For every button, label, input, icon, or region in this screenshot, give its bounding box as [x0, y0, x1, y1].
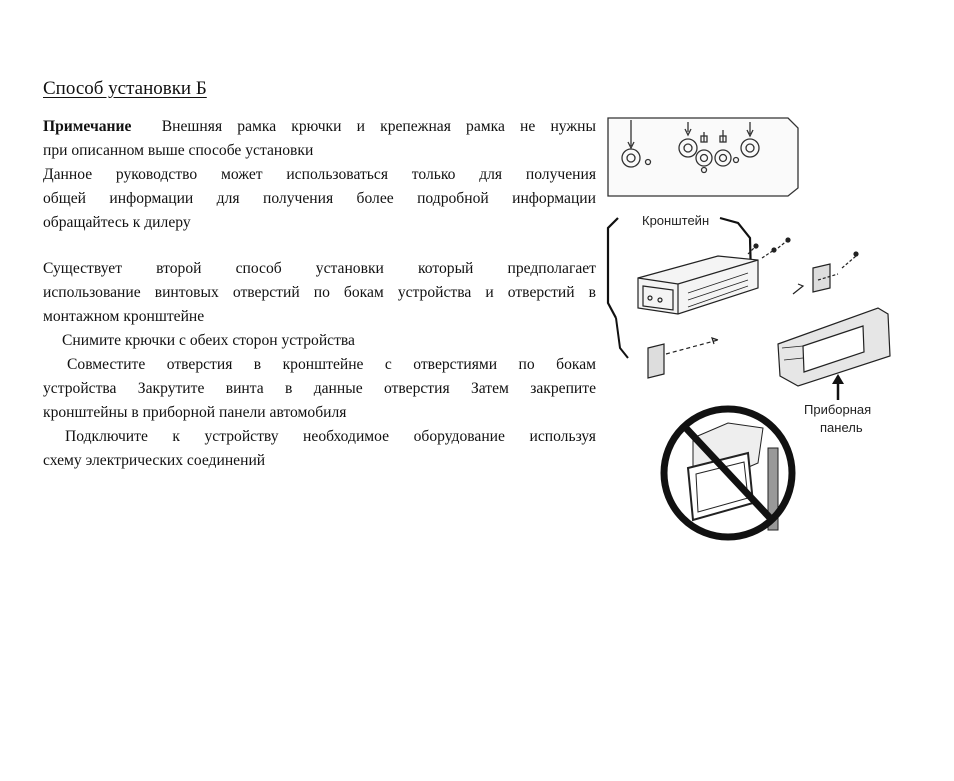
step-2-line-3: кронштейны в приборной панели автомобиля — [43, 404, 347, 421]
dashboard-panel-drawing — [778, 308, 890, 386]
note-line-2: при описанном выше способе установки — [43, 142, 314, 159]
step-1: Снимите крючки с обеих сторон устройства — [62, 332, 355, 349]
manual-line-1: Данное руководство может использоваться только для получения — [43, 166, 596, 183]
manual-line-2: общей информации для получения более подробной информации — [43, 190, 596, 207]
panel-label-line-1: Приборная — [804, 402, 872, 417]
prohibited-icon — [664, 409, 792, 537]
panel-label-line-2: панель — [820, 420, 863, 435]
step-3-line-2: схему электрических соединений — [43, 452, 266, 469]
note-paragraph — [43, 115, 596, 235]
intro-line-1: Существует второй способ установки который предполагает — [43, 260, 596, 277]
bracket-holes-diagram — [608, 118, 798, 196]
section-heading: Способ установки Б — [43, 78, 207, 99]
manual-line-3: обращайтесь к дилеру — [43, 214, 191, 231]
note-text-1: Внешняя рамка крючки и крепежная рамка не нужны — [161, 118, 596, 135]
intro-line-2: использование винтовых отверстий по бокам устройства и отверстий в — [43, 284, 596, 301]
bracket-label: Кронштейн — [642, 213, 710, 228]
note-line-1 — [43, 115, 596, 139]
instructions-paragraph — [43, 257, 596, 473]
note-label: Примечание — [43, 118, 132, 135]
intro-line-3: монтажном кронштейне — [43, 308, 205, 325]
step-2-line-2: устройства Закрутите винта в данные отверстия Затем закрепите — [43, 380, 596, 397]
step-3-line-1: Подключите к устройству необходимое оборудование используя — [65, 428, 596, 445]
step-2-line-1: Совместите отверстия в кронштейне с отверстиями по бокам — [67, 356, 596, 373]
installation-figure — [598, 108, 908, 548]
